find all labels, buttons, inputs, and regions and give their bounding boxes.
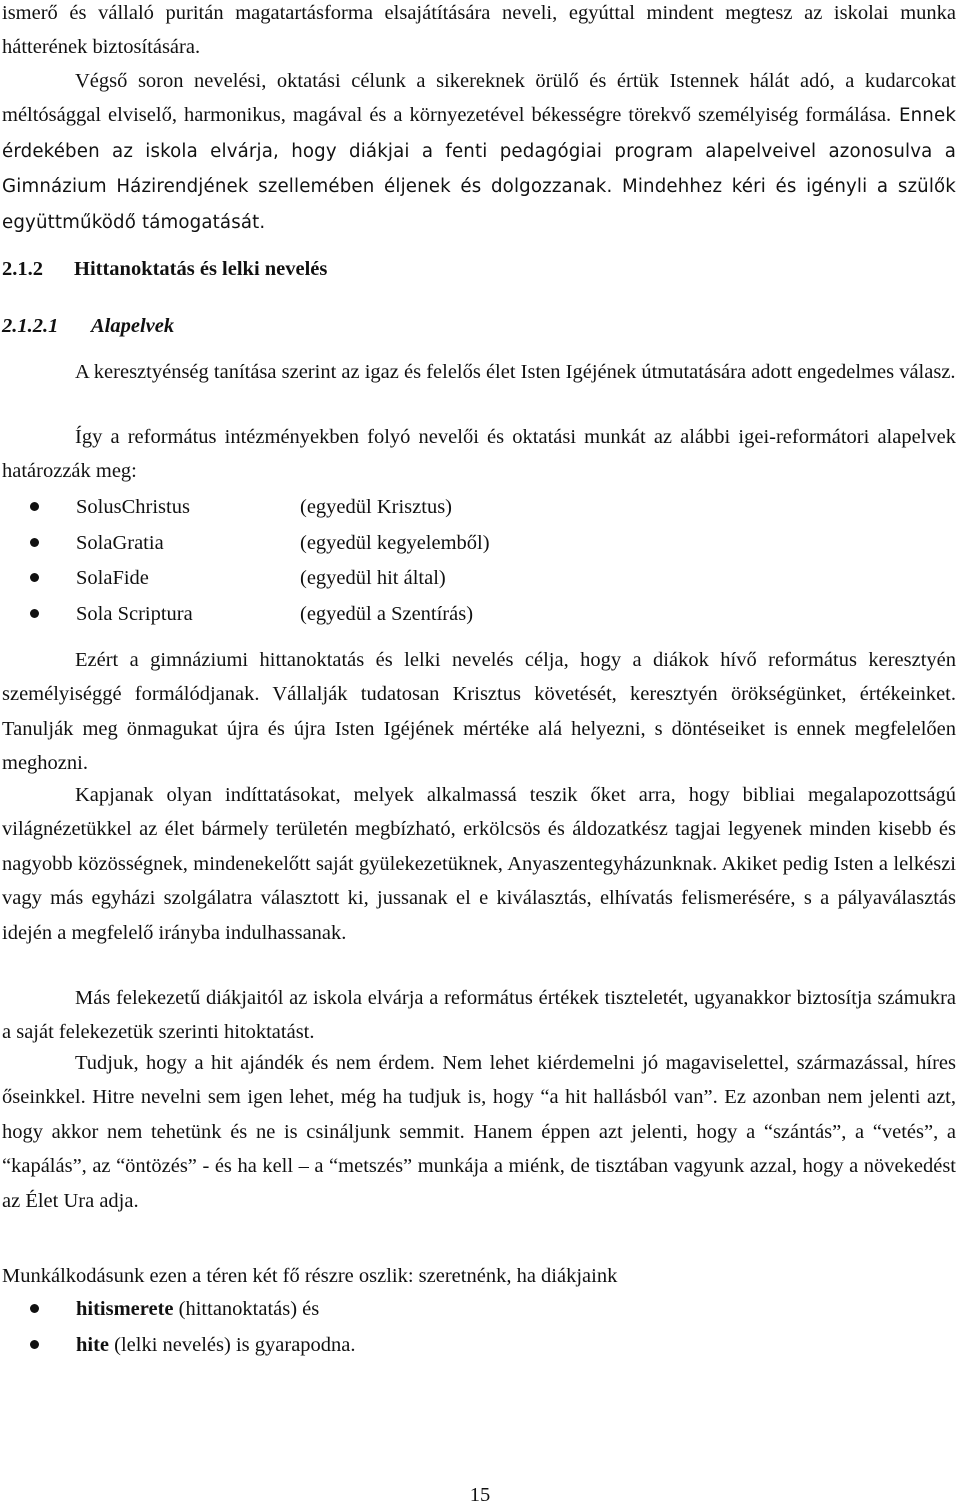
work-list: [2, 1292, 956, 1363]
list-item: [2, 490, 956, 526]
other-denominations-paragraph: [2, 981, 956, 1050]
final-goal-sans-text: Ennek érdekében az iskola elvárja, hogy diákjai a fenti pedagógiai program alapelveivel azonosulva a Gimnázium Házirendjének szellemében éljenek és dolgozzanak. Mindehhez kéri és igényli a szülők együttműködő támogatását.: [2, 105, 956, 233]
work-item: [76, 1328, 356, 1364]
bullet-icon: [30, 1304, 39, 1313]
bullet-icon: [30, 573, 39, 582]
goal-paragraph: [2, 643, 956, 781]
principles-intro-paragraph: [2, 355, 956, 389]
list-item: [2, 561, 956, 597]
page-number: 15: [469, 1484, 491, 1506]
list-item: [2, 526, 956, 562]
motivation-paragraph: [2, 778, 956, 950]
faith-gift-text: Tudjuk, hogy a hit ajándék és nem érdem. Nem lehet kiérdemelni jó magaviselettel, származással, híres őseinkkel. Hitre nevelni sem igen lehet, még ha tudjuk is, hogy “a hit hallásból van”. Ez azonban nem jelenti azt, hogy akkor nem tehetünk és ne is csináljunk semmit. Hanem éppen azt jelenti, hogy a “szántás”, a “vetés”, a “kapálás”, az “öntözés” - és ha kell – a “metszés” munkája a miénk, de tisztában vagyunk azzal, hogy a növekedést az Élet Ura adja.: [2, 1052, 956, 1212]
reformed-principles-paragraph: [2, 420, 956, 489]
subsection-heading: [2, 311, 956, 341]
motivation-text: Kapjanak olyan indíttatásokat, melyek alkalmassá teszik őket arra, hogy bibliai megalapozottságú világnézetükkel az élet bármely területén megbízható, erkölcsös és áldozatkész tagjai legyenek minden kisebb és nagyobb közösségnek, mindenekelőtt saját gyülekezetüknek, Anyaszentegyházunknak. Akiket pedig Isten a lelkészi vagy más egyházi szolgálatra választott ki, jussanak el e kiválasztás, elhívatás felismerésére, s a pályaválasztás idején a megfelelő irányba indulhassanak.: [2, 784, 956, 944]
bullet-icon: [30, 609, 39, 618]
work-item-term: hite: [76, 1333, 110, 1356]
subsection-title: Alapelvek: [91, 315, 175, 337]
work-intro-paragraph: [2, 1259, 956, 1293]
solas-list: [2, 490, 956, 632]
sola-meaning: (egyedül kegyelemből): [300, 531, 490, 554]
sola-meaning: (egyedül hit által): [300, 567, 446, 589]
section-number: 2.1.2: [2, 258, 43, 280]
work-item-meaning: (hittanoktatás) és: [173, 1298, 320, 1320]
sola-term: SolaGratia: [76, 531, 164, 554]
reformed-principles-text: Így a református intézményekben folyó nevelői és oktatási munkát az alábbi igei-reformátori alapelvek határozzák meg:: [2, 426, 956, 483]
faith-gift-paragraph: [2, 1046, 956, 1218]
other-denominations-text: Más felekezetű diákjaitól az iskola elvárja a református értékek tiszteletét, ugyanakkor biztosítja számukra a saját felekezetük szerinti hitoktatást.: [2, 987, 956, 1044]
work-item-meaning: (lelki nevelés) is gyarapodna.: [109, 1333, 356, 1356]
final-goal-serif-text: Végső soron nevelési, oktatási célunk a sikereknek örülő és értük Istennek hálát adó, a kudarcokat méltósággal elviselő, harmonikus, magával és a környezetével békességre törekvő személyiség formálása.: [2, 70, 956, 127]
sola-term: SolaFide: [76, 567, 149, 589]
sola-term: SolusChristus: [76, 496, 190, 518]
principles-intro-text: A keresztyénség tanítása szerint az igaz és felelős élet Isten Igéjének útmutatására adott engedelmes válasz.: [75, 361, 956, 383]
bullet-icon: [30, 538, 39, 547]
work-item: [76, 1292, 319, 1328]
intro-continuation-text: ismerő és vállaló puritán magatartásforma elsajátítására neveli, egyúttal mindent megtesz az iskolai munka hátterének biztosítására.: [2, 2, 956, 59]
list-item: [2, 1292, 956, 1328]
bullet-icon: [30, 1340, 39, 1349]
section-title: Hittanoktatás és lelki nevelés: [74, 258, 328, 280]
final-goal-paragraph: [2, 64, 956, 240]
sola-meaning: (egyedül a Szentírás): [300, 602, 474, 625]
work-item-term: hitismerete: [76, 1298, 174, 1320]
bullet-icon: [30, 502, 39, 511]
intro-continuation-paragraph: [2, 0, 956, 65]
list-item: [2, 1328, 956, 1364]
sola-term: Sola Scriptura: [76, 602, 193, 625]
work-intro-text: Munkálkodásunk ezen a téren két fő részre oszlik: szeretnénk, ha diákjaink: [2, 1265, 618, 1287]
subsection-number: 2.1.2.1: [2, 315, 59, 337]
list-item: [2, 597, 956, 633]
section-heading: [2, 254, 956, 284]
goal-text: Ezért a gimnáziumi hittanoktatás és lelki nevelés célja, hogy a diákok hívő református keresztyén személyiséggé formálódjanak. Vállalják tudatosan Krisztus követését, keresztyén örökségünket, értékeinket. Tanulják meg önmagukat újra és újra Isten Igéjének mértéke alá helyezni, s döntéseiket is ennek megfelelően meghozni.: [2, 649, 956, 775]
sola-meaning: (egyedül Krisztus): [300, 496, 452, 518]
